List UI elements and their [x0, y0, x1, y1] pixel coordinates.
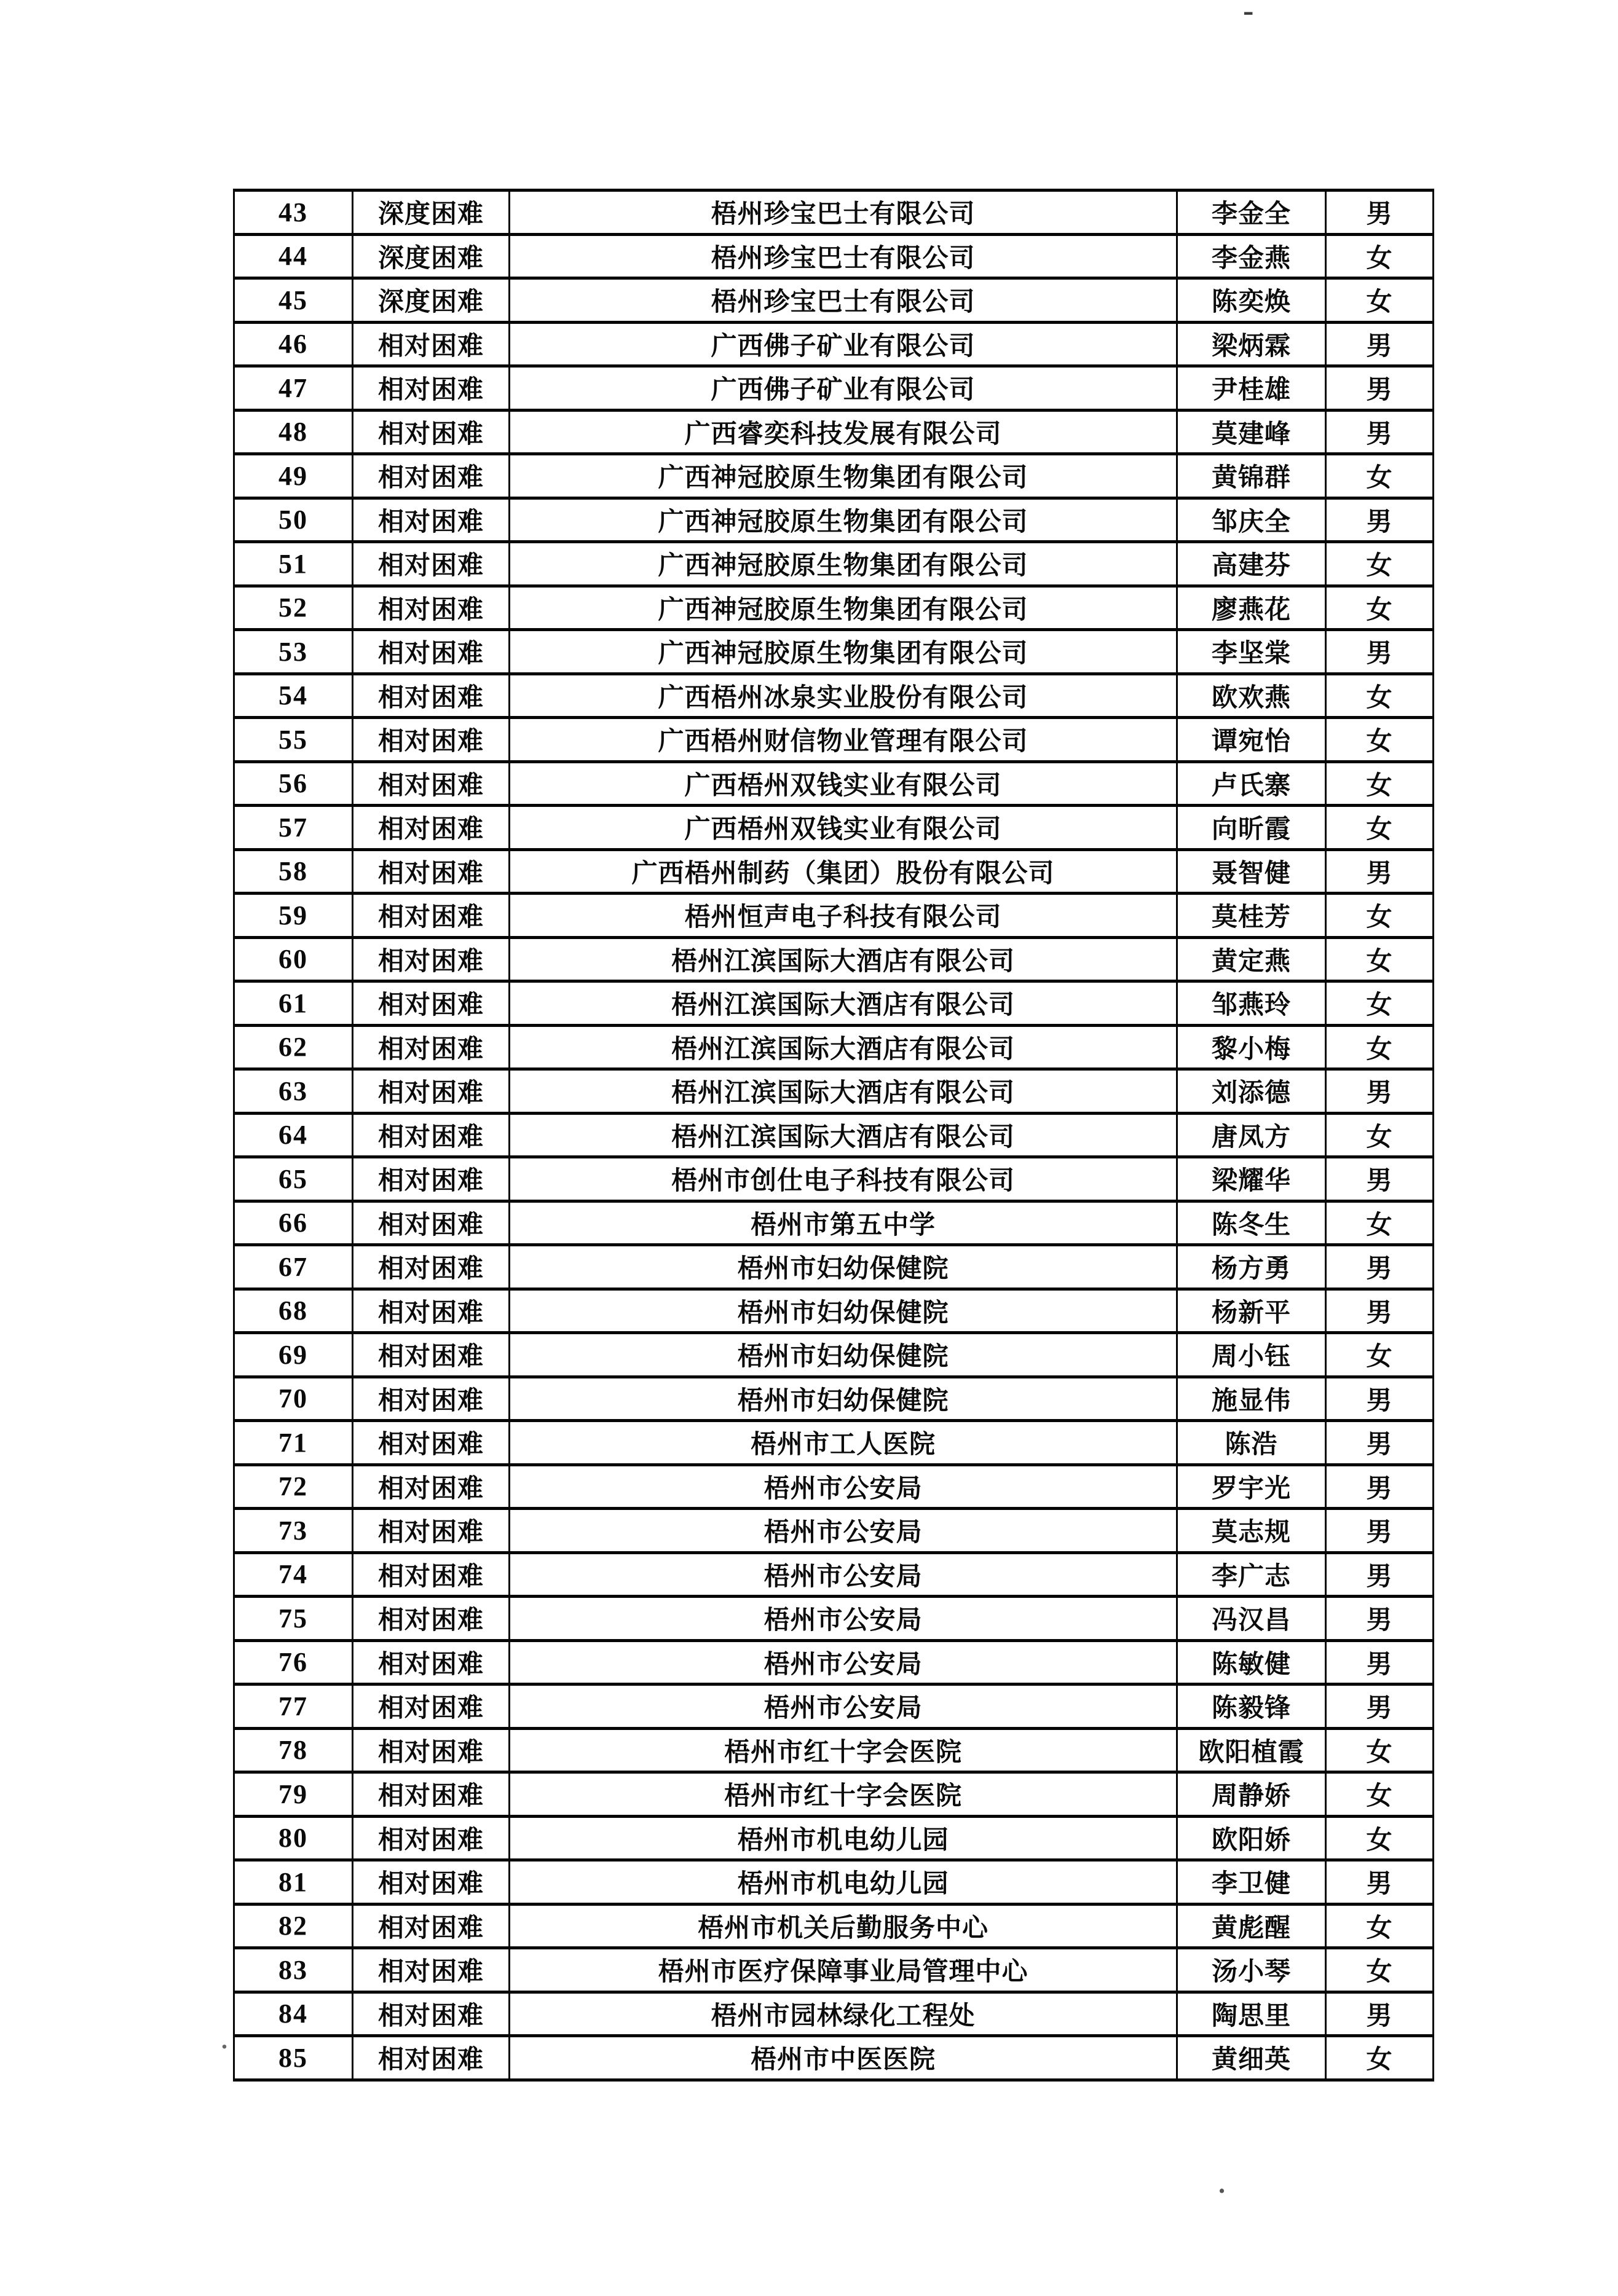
table-row [234, 1772, 1434, 1817]
row-number-cell: 49 [234, 454, 353, 498]
gender-cell: 男 [1326, 366, 1434, 411]
person-name-cell: 黄细英 [1177, 2036, 1326, 2080]
hardship-level-cell: 深度困难 [353, 191, 510, 235]
person-name-cell: 莫志规 [1177, 1509, 1326, 1553]
table-row [234, 981, 1434, 1026]
row-number-cell: 82 [234, 1904, 353, 1948]
hardship-level-cell: 相对困难 [353, 410, 510, 454]
table-row [234, 454, 1434, 498]
person-name-cell: 邹庆全 [1177, 498, 1326, 542]
hardship-level-cell: 相对困难 [353, 1069, 510, 1114]
hardship-level-cell: 相对困难 [353, 1201, 510, 1245]
table-row [234, 1728, 1434, 1772]
hardship-level-cell: 相对困难 [353, 1685, 510, 1729]
hardship-level-cell: 相对困难 [353, 1597, 510, 1641]
row-number-cell: 59 [234, 894, 353, 938]
person-name-cell: 欧欢燕 [1177, 674, 1326, 718]
employer-cell: 梧州恒声电子科技有限公司 [510, 894, 1177, 938]
hardship-level-cell: 相对困难 [353, 1113, 510, 1157]
row-number-cell: 51 [234, 542, 353, 586]
scan-artifact-bottom-dot: . [1218, 2169, 1225, 2199]
row-number-cell: 47 [234, 366, 353, 411]
gender-cell: 女 [1326, 761, 1434, 806]
hardship-level-cell: 相对困难 [353, 454, 510, 498]
row-number-cell: 74 [234, 1552, 353, 1597]
table-row [234, 674, 1434, 718]
person-name-cell: 李卫健 [1177, 1860, 1326, 1905]
table-row [234, 1157, 1434, 1201]
employer-cell: 梧州江滨国际大酒店有限公司 [510, 937, 1177, 981]
roster-table-body [234, 191, 1434, 2080]
person-name-cell: 梁炳霖 [1177, 322, 1326, 366]
hardship-level-cell: 相对困难 [353, 1552, 510, 1597]
row-number-cell: 64 [234, 1113, 353, 1157]
table-row [234, 1860, 1434, 1905]
gender-cell: 男 [1326, 1464, 1434, 1509]
table-row [234, 1992, 1434, 2036]
gender-cell: 女 [1326, 937, 1434, 981]
table-row [234, 761, 1434, 806]
person-name-cell: 杨方勇 [1177, 1245, 1326, 1289]
row-number-cell: 62 [234, 1025, 353, 1069]
table-row [234, 1597, 1434, 1641]
person-name-cell: 周静娇 [1177, 1772, 1326, 1817]
person-name-cell: 杨新平 [1177, 1289, 1326, 1333]
hardship-level-cell: 相对困难 [353, 1992, 510, 2036]
hardship-level-cell: 相对困难 [353, 981, 510, 1026]
employer-cell: 梧州市公安局 [510, 1685, 1177, 1729]
row-number-cell: 73 [234, 1509, 353, 1553]
person-name-cell: 黎小梅 [1177, 1025, 1326, 1069]
row-number-cell: 53 [234, 630, 353, 674]
employer-cell: 梧州市妇幼保健院 [510, 1333, 1177, 1377]
table-row [234, 1069, 1434, 1114]
hardship-level-cell: 相对困难 [353, 1509, 510, 1553]
person-name-cell: 李坚棠 [1177, 630, 1326, 674]
hardship-level-cell: 相对困难 [353, 2036, 510, 2080]
hardship-level-cell: 相对困难 [353, 1377, 510, 1421]
employer-cell: 梧州市妇幼保健院 [510, 1377, 1177, 1421]
table-row [234, 498, 1434, 542]
gender-cell: 女 [1326, 1904, 1434, 1948]
table-row [234, 1421, 1434, 1465]
row-number-cell: 70 [234, 1377, 353, 1421]
row-number-cell: 60 [234, 937, 353, 981]
hardship-level-cell: 相对困难 [353, 498, 510, 542]
table-row [234, 542, 1434, 586]
scan-artifact-left-dot: . [221, 2026, 227, 2054]
employer-cell: 梧州市公安局 [510, 1509, 1177, 1553]
person-name-cell: 向昕霞 [1177, 806, 1326, 850]
gender-cell: 女 [1326, 806, 1434, 850]
row-number-cell: 67 [234, 1245, 353, 1289]
person-name-cell: 梁耀华 [1177, 1157, 1326, 1201]
gender-cell: 女 [1326, 278, 1434, 323]
hardship-level-cell: 相对困难 [353, 1157, 510, 1201]
person-name-cell: 罗宇光 [1177, 1464, 1326, 1509]
hardship-level-cell: 相对困难 [353, 1025, 510, 1069]
hardship-level-cell: 相对困难 [353, 674, 510, 718]
employer-cell: 广西神冠胶原生物集团有限公司 [510, 454, 1177, 498]
gender-cell: 女 [1326, 2036, 1434, 2080]
employer-cell: 梧州江滨国际大酒店有限公司 [510, 1025, 1177, 1069]
employer-cell: 梧州市机电幼儿园 [510, 1816, 1177, 1860]
employer-cell: 梧州江滨国际大酒店有限公司 [510, 1069, 1177, 1114]
row-number-cell: 76 [234, 1640, 353, 1685]
employer-cell: 梧州珍宝巴士有限公司 [510, 191, 1177, 235]
table-row [234, 191, 1434, 235]
row-number-cell: 79 [234, 1772, 353, 1817]
gender-cell: 男 [1326, 1245, 1434, 1289]
row-number-cell: 71 [234, 1421, 353, 1465]
gender-cell: 女 [1326, 718, 1434, 762]
row-number-cell: 58 [234, 849, 353, 894]
table-row [234, 1509, 1434, 1553]
person-name-cell: 刘添德 [1177, 1069, 1326, 1114]
person-name-cell: 欧阳娇 [1177, 1816, 1326, 1860]
person-name-cell: 陈浩 [1177, 1421, 1326, 1465]
row-number-cell: 46 [234, 322, 353, 366]
table-row [234, 1113, 1434, 1157]
person-name-cell: 施显伟 [1177, 1377, 1326, 1421]
employer-cell: 梧州市妇幼保健院 [510, 1289, 1177, 1333]
table-row [234, 849, 1434, 894]
hardship-level-cell: 相对困难 [353, 1640, 510, 1685]
employer-cell: 梧州市公安局 [510, 1552, 1177, 1597]
row-number-cell: 69 [234, 1333, 353, 1377]
table-row [234, 1025, 1434, 1069]
table-row [234, 278, 1434, 323]
hardship-level-cell: 相对困难 [353, 718, 510, 762]
table-row [234, 718, 1434, 762]
person-name-cell: 周小钰 [1177, 1333, 1326, 1377]
gender-cell: 男 [1326, 1377, 1434, 1421]
hardship-roster-table [233, 189, 1434, 2082]
employer-cell: 广西睿奕科技发展有限公司 [510, 410, 1177, 454]
row-number-cell: 83 [234, 1948, 353, 1992]
employer-cell: 梧州市公安局 [510, 1597, 1177, 1641]
row-number-cell: 48 [234, 410, 353, 454]
employer-cell: 广西梧州双钱实业有限公司 [510, 761, 1177, 806]
employer-cell: 广西神冠胶原生物集团有限公司 [510, 586, 1177, 630]
row-number-cell: 66 [234, 1201, 353, 1245]
person-name-cell: 陶思里 [1177, 1992, 1326, 2036]
employer-cell: 广西梧州双钱实业有限公司 [510, 806, 1177, 850]
row-number-cell: 63 [234, 1069, 353, 1114]
gender-cell: 男 [1326, 1685, 1434, 1729]
person-name-cell: 卢氏寨 [1177, 761, 1326, 806]
row-number-cell: 80 [234, 1816, 353, 1860]
employer-cell: 广西梧州制药（集团）股份有限公司 [510, 849, 1177, 894]
table-row [234, 1948, 1434, 1992]
employer-cell: 广西神冠胶原生物集团有限公司 [510, 542, 1177, 586]
gender-cell: 男 [1326, 1069, 1434, 1114]
employer-cell: 梧州市机电幼儿园 [510, 1860, 1177, 1905]
gender-cell: 男 [1326, 630, 1434, 674]
gender-cell: 女 [1326, 586, 1434, 630]
employer-cell: 梧州市妇幼保健院 [510, 1245, 1177, 1289]
employer-cell: 梧州市红十字会医院 [510, 1772, 1177, 1817]
row-number-cell: 65 [234, 1157, 353, 1201]
employer-cell: 梧州市第五中学 [510, 1201, 1177, 1245]
employer-cell: 广西神冠胶原生物集团有限公司 [510, 498, 1177, 542]
gender-cell: 女 [1326, 1201, 1434, 1245]
table-row [234, 1289, 1434, 1333]
hardship-level-cell: 相对困难 [353, 586, 510, 630]
hardship-level-cell: 相对困难 [353, 1289, 510, 1333]
table-row [234, 586, 1434, 630]
table-row [234, 1816, 1434, 1860]
employer-cell: 梧州市工人医院 [510, 1421, 1177, 1465]
employer-cell: 梧州江滨国际大酒店有限公司 [510, 1113, 1177, 1157]
gender-cell: 男 [1326, 410, 1434, 454]
gender-cell: 男 [1326, 1552, 1434, 1597]
table-row [234, 322, 1434, 366]
hardship-level-cell: 相对困难 [353, 849, 510, 894]
person-name-cell: 冯汉昌 [1177, 1597, 1326, 1641]
employer-cell: 广西佛子矿业有限公司 [510, 366, 1177, 411]
gender-cell: 女 [1326, 1816, 1434, 1860]
person-name-cell: 黄彪醒 [1177, 1904, 1326, 1948]
employer-cell: 梧州江滨国际大酒店有限公司 [510, 981, 1177, 1026]
gender-cell: 男 [1326, 1597, 1434, 1641]
gender-cell: 女 [1326, 234, 1434, 278]
hardship-level-cell: 相对困难 [353, 1948, 510, 1992]
gender-cell: 女 [1326, 1728, 1434, 1772]
gender-cell: 男 [1326, 1157, 1434, 1201]
person-name-cell: 莫桂芳 [1177, 894, 1326, 938]
person-name-cell: 邹燕玲 [1177, 981, 1326, 1026]
employer-cell: 梧州珍宝巴士有限公司 [510, 234, 1177, 278]
hardship-level-cell: 相对困难 [353, 1860, 510, 1905]
table-row [234, 1464, 1434, 1509]
row-number-cell: 50 [234, 498, 353, 542]
employer-cell: 梧州市中医医院 [510, 2036, 1177, 2080]
table-row [234, 1685, 1434, 1729]
gender-cell: 男 [1326, 849, 1434, 894]
table-row [234, 937, 1434, 981]
gender-cell: 男 [1326, 1289, 1434, 1333]
hardship-level-cell: 相对困难 [353, 322, 510, 366]
person-name-cell: 李广志 [1177, 1552, 1326, 1597]
person-name-cell: 汤小琴 [1177, 1948, 1326, 1992]
gender-cell: 女 [1326, 454, 1434, 498]
table-row [234, 1201, 1434, 1245]
row-number-cell: 85 [234, 2036, 353, 2080]
table-row [234, 1245, 1434, 1289]
hardship-level-cell: 相对困难 [353, 1772, 510, 1817]
employer-cell: 梧州市创仕电子科技有限公司 [510, 1157, 1177, 1201]
table-row [234, 1640, 1434, 1685]
employer-cell: 梧州市红十字会医院 [510, 1728, 1177, 1772]
person-name-cell: 高建芬 [1177, 542, 1326, 586]
gender-cell: 男 [1326, 1640, 1434, 1685]
gender-cell: 女 [1326, 894, 1434, 938]
hardship-level-cell: 相对困难 [353, 366, 510, 411]
table-row [234, 1333, 1434, 1377]
gender-cell: 男 [1326, 1992, 1434, 2036]
gender-cell: 女 [1326, 1948, 1434, 1992]
employer-cell: 梧州市公安局 [510, 1464, 1177, 1509]
gender-cell: 女 [1326, 1113, 1434, 1157]
person-name-cell: 陈冬生 [1177, 1201, 1326, 1245]
person-name-cell: 陈奕焕 [1177, 278, 1326, 323]
employer-cell: 梧州市园林绿化工程处 [510, 1992, 1177, 2036]
hardship-level-cell: 相对困难 [353, 894, 510, 938]
employer-cell: 梧州市医疗保障事业局管理中心 [510, 1948, 1177, 1992]
person-name-cell: 唐凤方 [1177, 1113, 1326, 1157]
row-number-cell: 77 [234, 1685, 353, 1729]
gender-cell: 男 [1326, 1509, 1434, 1553]
gender-cell: 女 [1326, 1772, 1434, 1817]
gender-cell: 男 [1326, 322, 1434, 366]
person-name-cell: 黄定燕 [1177, 937, 1326, 981]
hardship-level-cell: 相对困难 [353, 630, 510, 674]
hardship-level-cell: 深度困难 [353, 234, 510, 278]
gender-cell: 女 [1326, 981, 1434, 1026]
gender-cell: 男 [1326, 1860, 1434, 1905]
table-row [234, 1904, 1434, 1948]
person-name-cell: 欧阳植霞 [1177, 1728, 1326, 1772]
gender-cell: 男 [1326, 498, 1434, 542]
table-row [234, 1377, 1434, 1421]
hardship-level-cell: 相对困难 [353, 542, 510, 586]
person-name-cell: 廖燕花 [1177, 586, 1326, 630]
scan-artifact-dash: - [1243, 0, 1254, 28]
row-number-cell: 61 [234, 981, 353, 1026]
table-row [234, 630, 1434, 674]
employer-cell: 梧州珍宝巴士有限公司 [510, 278, 1177, 323]
hardship-level-cell: 相对困难 [353, 806, 510, 850]
row-number-cell: 57 [234, 806, 353, 850]
hardship-level-cell: 相对困难 [353, 1904, 510, 1948]
row-number-cell: 72 [234, 1464, 353, 1509]
person-name-cell: 陈敏健 [1177, 1640, 1326, 1685]
table-row [234, 894, 1434, 938]
table-row [234, 1552, 1434, 1597]
row-number-cell: 68 [234, 1289, 353, 1333]
person-name-cell: 聂智健 [1177, 849, 1326, 894]
hardship-level-cell: 相对困难 [353, 1816, 510, 1860]
person-name-cell: 莫建峰 [1177, 410, 1326, 454]
row-number-cell: 56 [234, 761, 353, 806]
employer-cell: 梧州市机关后勤服务中心 [510, 1904, 1177, 1948]
row-number-cell: 45 [234, 278, 353, 323]
gender-cell: 女 [1326, 542, 1434, 586]
row-number-cell: 55 [234, 718, 353, 762]
gender-cell: 女 [1326, 674, 1434, 718]
row-number-cell: 52 [234, 586, 353, 630]
hardship-level-cell: 深度困难 [353, 278, 510, 323]
gender-cell: 女 [1326, 1333, 1434, 1377]
gender-cell: 男 [1326, 1421, 1434, 1465]
person-name-cell: 陈毅锋 [1177, 1685, 1326, 1729]
gender-cell: 女 [1326, 1025, 1434, 1069]
table-row [234, 410, 1434, 454]
hardship-level-cell: 相对困难 [353, 937, 510, 981]
hardship-level-cell: 相对困难 [353, 1464, 510, 1509]
row-number-cell: 78 [234, 1728, 353, 1772]
person-name-cell: 尹桂雄 [1177, 366, 1326, 411]
hardship-level-cell: 相对困难 [353, 1421, 510, 1465]
table-row [234, 2036, 1434, 2080]
row-number-cell: 75 [234, 1597, 353, 1641]
hardship-level-cell: 相对困难 [353, 1245, 510, 1289]
employer-cell: 梧州市公安局 [510, 1640, 1177, 1685]
employer-cell: 广西神冠胶原生物集团有限公司 [510, 630, 1177, 674]
row-number-cell: 81 [234, 1860, 353, 1905]
table-row [234, 234, 1434, 278]
employer-cell: 广西梧州冰泉实业股份有限公司 [510, 674, 1177, 718]
person-name-cell: 黄锦群 [1177, 454, 1326, 498]
gender-cell: 男 [1326, 191, 1434, 235]
row-number-cell: 43 [234, 191, 353, 235]
hardship-level-cell: 相对困难 [353, 761, 510, 806]
row-number-cell: 84 [234, 1992, 353, 2036]
person-name-cell: 李金全 [1177, 191, 1326, 235]
person-name-cell: 李金燕 [1177, 234, 1326, 278]
row-number-cell: 54 [234, 674, 353, 718]
employer-cell: 广西佛子矿业有限公司 [510, 322, 1177, 366]
row-number-cell: 44 [234, 234, 353, 278]
hardship-level-cell: 相对困难 [353, 1333, 510, 1377]
table-row [234, 366, 1434, 411]
hardship-level-cell: 相对困难 [353, 1728, 510, 1772]
employer-cell: 广西梧州财信物业管理有限公司 [510, 718, 1177, 762]
table-row [234, 806, 1434, 850]
person-name-cell: 谭宛怡 [1177, 718, 1326, 762]
